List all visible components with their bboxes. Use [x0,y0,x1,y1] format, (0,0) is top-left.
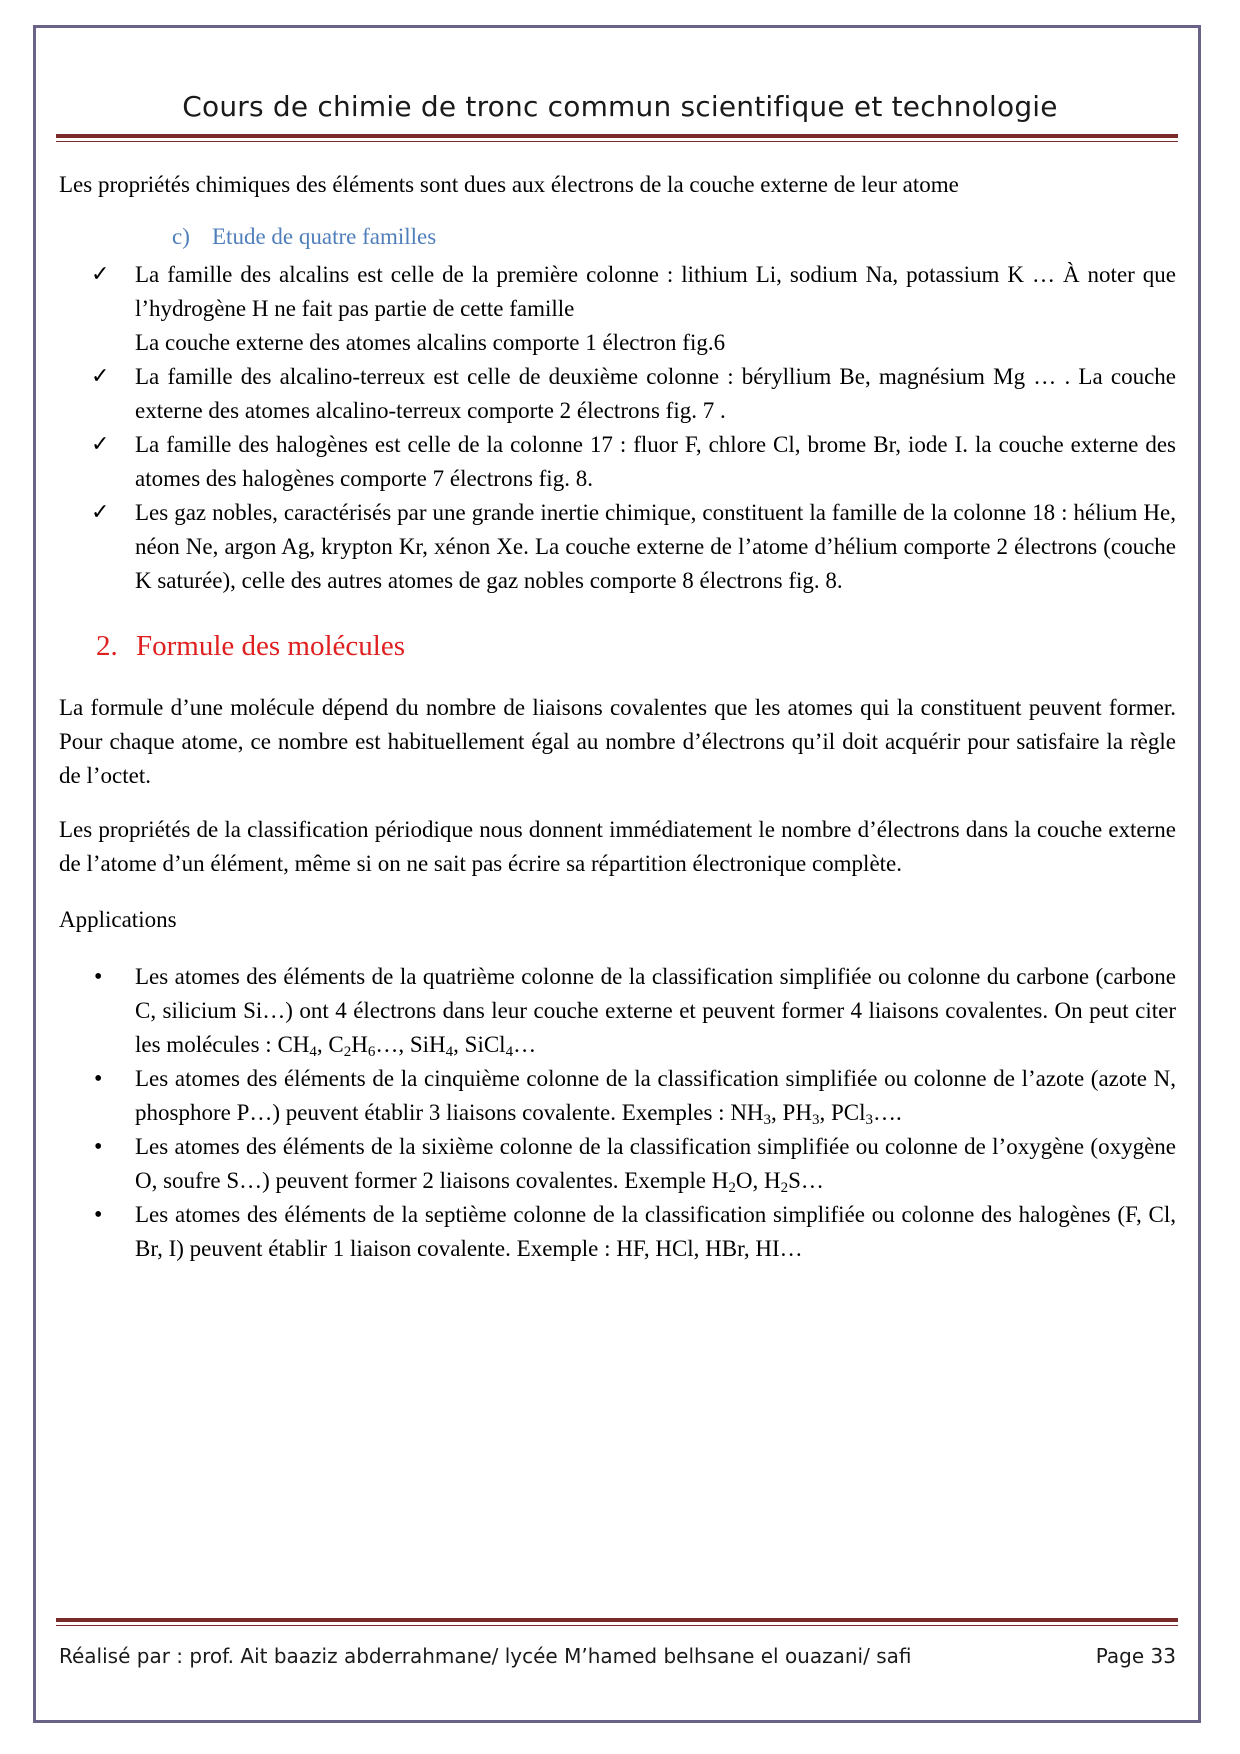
formula-base: H [351,1032,368,1057]
applications-label: Applications [59,907,177,932]
formula-subscript: 4 [445,1044,454,1060]
formula-base: C [328,1032,344,1057]
check-icon: ✓ [91,500,110,525]
formula-separator: …, [375,1032,410,1057]
formula-group [711,1168,824,1196]
formula-separator: , [453,1032,465,1057]
formula-separator: O, [735,1168,765,1193]
header-title: Cours de chimie de tronc commun scientifique et technologie [182,90,1058,123]
section-number: 2. [96,630,118,662]
formula-base: SiH [409,1032,446,1057]
check-icon: ✓ [91,262,110,287]
footer [59,1644,1176,1668]
list-item: • Les atomes des éléments de la septième colonne de la classification simplifiée ou colonne des halogènes (F, Cl, Br, I) peuvent établir 1 liaison covalente. Exemple : HF, HCl, HBr, HI… [59,1198,1176,1266]
header-rule-thick [56,134,1178,138]
formula-base: H [711,1168,729,1193]
formula-separator: …. [872,1100,902,1125]
formula-base: SiCl [464,1032,506,1057]
footer-author: Réalisé par : prof. Ait baaziz abderrahmane/ lycée M’hamed belhsane el ouazani/ safi [59,1644,912,1668]
formula-separator: , [819,1100,831,1125]
formula-base: PH [782,1100,812,1125]
formula-subscript: 2 [780,1180,789,1196]
applications-list [59,960,1176,1266]
check-icon: ✓ [91,432,110,457]
formula-base: H [764,1168,781,1193]
header-rule-thin [56,141,1178,142]
list-item: ✓ Les gaz nobles, caractérisés par une grande inertie chimique, constituent la famille de la colonne 18 : hélium He, néon Ne, argon Ag, krypton Kr, xénon Xe. La couche externe de l’atome d’hélium comporte 2 électrons (couche K saturée), celle des autres atomes de gaz nobles comporte 8 électrons fig. 8. [59,496,1176,598]
formula-base: NH [730,1100,764,1125]
formula-subscript: 3 [811,1112,820,1128]
list-item: ✓ La famille des halogènes est celle de la colonne 17 : fluor F, chlore Cl, brome Br, iode I. la couche externe des atomes des halogènes comporte 7 électrons fig. 8. [59,428,1176,496]
formula-subscript: 4 [309,1044,317,1060]
formula-separator: , [316,1032,329,1057]
formula-subscript: 3 [865,1112,873,1128]
subsection-label: c) [172,224,190,249]
subsection-heading [172,224,436,250]
intro-paragraph: Les propriétés chimiques des éléments sont dues aux électrons de la couche externe de leur atome [59,172,959,197]
page-number: Page 33 [1095,1644,1176,1668]
paragraph-formule: La formule d’une molécule dépend du nombre de liaisons covalentes que les atomes qui la constituent peuvent former. Pour chaque atome, ce nombre est habituellement égal au nombre d’électrons qu’il doit acquérir pour satisfaire la règle de l’octet. [59,695,1176,788]
formula-base: CH [277,1032,310,1057]
bullet-icon: • [94,1134,103,1160]
formula-subscript: 3 [763,1112,772,1128]
formula-subscript: 6 [367,1044,376,1060]
list-item: • Les atomes des éléments de la cinquième colonne de la classification simplifiée ou colonne de l’azote (azote N, phosphore P…) peuvent établir 3 liaisons covalente. Exemples : $NH_3$, $PH_3$, PCl$_3$…. [59,1062,1176,1130]
list-item: • Les atomes des éléments de la sixième colonne de la classification simplifiée ou colonne de l’oxygène (oxygène O, soufre S…) peuvent former 2 liaisons covalentes. Exemple $H_2O$, $H_2S\dots$ [59,1130,1176,1198]
list-item: ✓ La famille des alcalins est celle de la première colonne : lithium Li, sodium Na, potassium K … À noter que l’hydrogène H ne fait pas partie de cette famille La couche externe des atomes alcalins comporte 1 électron fig.6 [59,258,1176,360]
formula-group [730,1100,902,1128]
formula-subscript: 4 [505,1044,514,1060]
list-item: • Les atomes des éléments de la quatrième colonne de la classification simplifiée ou colonne du carbone (carbone C, silicium Si…) ont 4 électrons dans leur couche externe et peuvent former 4 liaisons covalentes. On peut citer les molécules : $CH_4$, $C_2H_6\dots$, SiH$_4$, SiCl$_4$… [59,960,1176,1062]
list-item: ✓ La famille des alcalino-terreux est celle de deuxième colonne : béryllium Be, magnésium Mg … . La couche externe des atomes alcalino-terreux comporte 2 électrons fig. 7 . [59,360,1176,428]
paragraph-classification: Les propriétés de la classification périodique nous donnent immédiatement le nombre d’électrons dans la couche externe de l’atome d’un élément, même si on ne sait pas écrire sa répartition électronique complète. [59,817,1176,876]
bullet-icon: • [94,1202,103,1228]
section-title: Formule des molécules [136,630,406,662]
formula-subscript: 2 [343,1044,352,1060]
section-heading [96,630,405,663]
formula-group [277,1032,537,1060]
check-icon: ✓ [91,364,110,389]
formula-subscript: 2 [728,1180,736,1196]
formula-separator: … [513,1032,537,1057]
footer-rule-thin [56,1625,1178,1626]
bullet-icon: • [94,1066,103,1092]
formula-separator: S… [788,1168,824,1193]
bullet-icon: • [94,964,103,990]
subsection-title: Etude de quatre familles [212,224,437,249]
formula-base: PCl [830,1100,866,1125]
formula-separator: , [771,1100,783,1125]
footer-rule-thick [56,1618,1178,1622]
families-list [59,258,1176,598]
